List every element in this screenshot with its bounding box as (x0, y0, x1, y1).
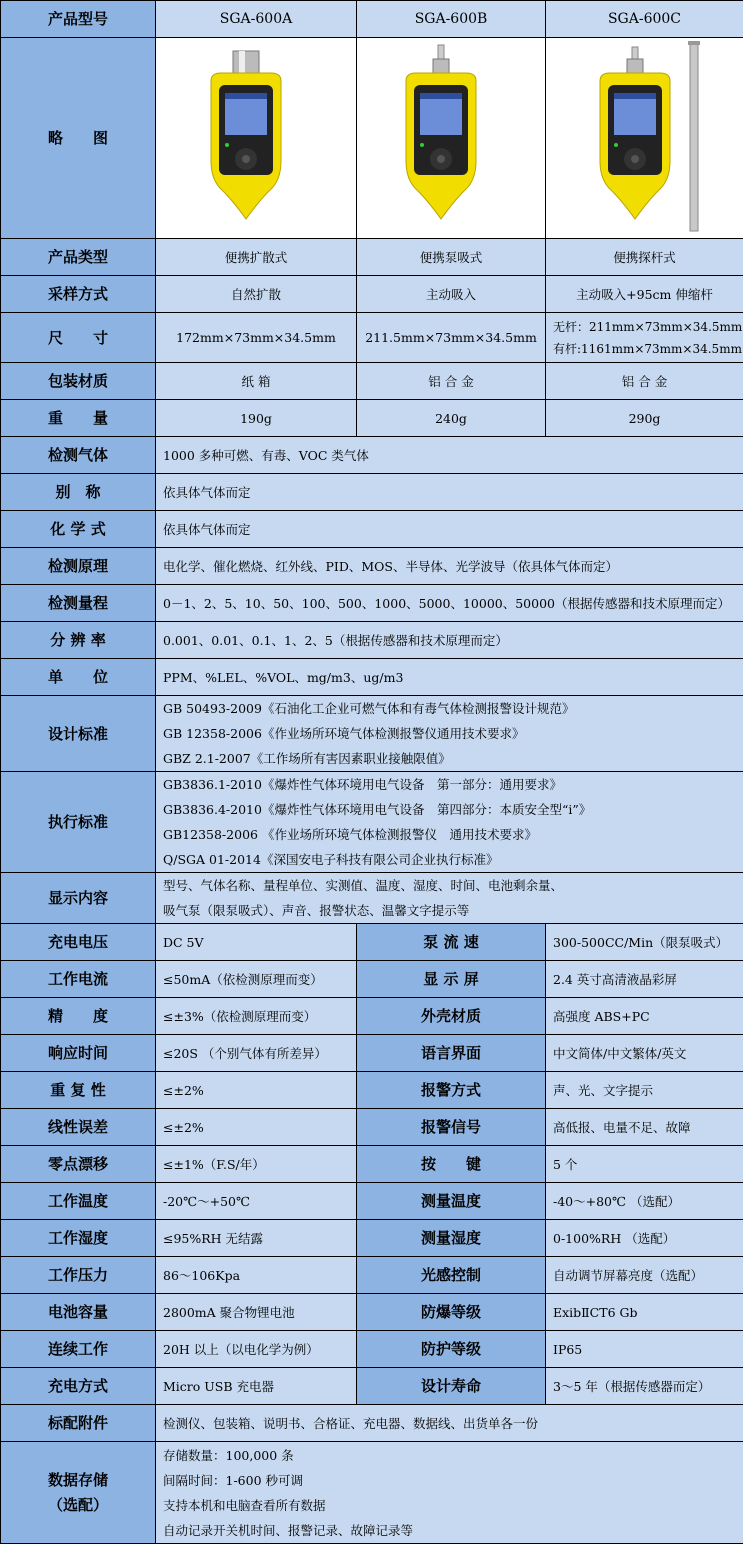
spec-value: 声、光、文字提示 (546, 1072, 743, 1109)
header-label: 产品型号 (1, 1, 156, 38)
spec-label: 精 度 (1, 998, 156, 1035)
spec-label: 别 称 (1, 474, 156, 511)
device-illustration (570, 41, 720, 236)
text-line: 有杆:1161mm×73mm×34.5mm (553, 338, 743, 360)
spec-value: ≤±1%（F.S/年） (156, 1146, 357, 1183)
spec-row (1, 239, 743, 276)
spec-row (1, 873, 743, 924)
spec-label: 光感控制 (357, 1257, 546, 1294)
spec-label: 测量湿度 (357, 1220, 546, 1257)
spec-label: 单 位 (1, 659, 156, 696)
spec-value: 0-100%RH （选配） (546, 1220, 743, 1257)
spec-value: 主动吸入+95cm 伸缩杆 (546, 276, 743, 313)
spec-label: 重 量 (1, 400, 156, 437)
spec-row (1, 1405, 743, 1442)
spec-row (1, 1442, 743, 1544)
spec-value: 2800mA 聚合物锂电池 (156, 1294, 357, 1331)
spec-value (156, 622, 743, 659)
spec-label: 显示内容 (1, 873, 156, 924)
spec-label: 工作湿度 (1, 1220, 156, 1257)
spec-value: ≤95%RH 无结露 (156, 1220, 357, 1257)
spec-label: 防护等级 (357, 1331, 546, 1368)
spec-row (1, 400, 743, 437)
spec-row (1, 474, 743, 511)
spec-row (1, 1220, 743, 1257)
spec-label: 按 键 (357, 1146, 546, 1183)
text-line: 吸气泵（限泵吸式）、声音、报警状态、温馨文字提示等 (163, 898, 743, 923)
spec-label: 重 复 性 (1, 1072, 156, 1109)
text-line: GB 12358-2006《作业场所环境气体检测报警仪通用技术要求》 (163, 721, 743, 746)
spec-label: 设计标准 (1, 696, 156, 772)
image-row (1, 38, 743, 239)
spec-row (1, 1257, 743, 1294)
label-line: （选配） (1, 1493, 155, 1518)
spec-value (156, 873, 743, 924)
text-line: 无杆：211mm×73mm×34.5mm (553, 316, 743, 338)
label-line: 标配附件 (1, 1411, 155, 1436)
text-line: PPM、%LEL、%VOL、mg/m3、ug/m3 (163, 665, 743, 690)
text-line: 1000 多种可燃、有毒、VOC 类气体 (163, 443, 743, 468)
spec-label: 充电电压 (1, 924, 156, 961)
spec-label: 产品类型 (1, 239, 156, 276)
spec-value: ≤20S （个别气体有所差异） (156, 1035, 357, 1072)
product-image (546, 38, 743, 239)
model-name: SGA-600B (357, 1, 546, 38)
spec-row (1, 961, 743, 998)
spec-label: 包装材质 (1, 363, 156, 400)
spec-value (156, 1405, 743, 1442)
text-line: 0－1、2、5、10、50、100、500、1000、5000、10000、50000（根据传感器和技术原理而定） (163, 591, 743, 616)
spec-row (1, 585, 743, 622)
spec-value: DC 5V (156, 924, 357, 961)
text-line: 依具体气体而定 (163, 517, 743, 542)
text-line: 自动记录开关机时间、报警记录、故障记录等 (163, 1518, 743, 1543)
spec-value: 20H 以上（以电化学为例） (156, 1331, 357, 1368)
text-line: 检测仪、包装箱、说明书、合格证、充电器、数据线、出货单各一份 (163, 1411, 743, 1436)
spec-row (1, 1294, 743, 1331)
text-line: Q/SGA 01-2014《深国安电子科技有限公司企业执行标准》 (163, 847, 743, 872)
product-image (357, 38, 546, 239)
spec-row (1, 998, 743, 1035)
spec-label: 工作温度 (1, 1183, 156, 1220)
spec-label (1, 1405, 156, 1442)
model-name: SGA-600A (156, 1, 357, 38)
text-line: GB 50493-2009《石油化工企业可燃气体和有毒气体检测报警设计规范》 (163, 696, 743, 721)
device-illustration (181, 41, 331, 236)
spec-label: 充电方式 (1, 1368, 156, 1405)
spec-row (1, 276, 743, 313)
spec-label: 零点漂移 (1, 1146, 156, 1183)
text-line: 电化学、催化燃烧、红外线、PID、MOS、半导体、光学波导（依具体气体而定） (163, 554, 743, 579)
spec-value: ≤±2% (156, 1072, 357, 1109)
spec-value: 2.4 英寸高清液晶彩屏 (546, 961, 743, 998)
spec-row (1, 313, 743, 363)
spec-value: 纸 箱 (156, 363, 357, 400)
spec-value: Micro USB 充电器 (156, 1368, 357, 1405)
label-line: 数据存储 (1, 1468, 155, 1493)
spec-value: 高低报、电量不足、故障 (546, 1109, 743, 1146)
spec-label: 设计寿命 (357, 1368, 546, 1405)
spec-value: 3～5 年（根据传感器而定） (546, 1368, 743, 1405)
spec-label: 分 辨 率 (1, 622, 156, 659)
spec-value: 190g (156, 400, 357, 437)
spec-value: 300-500CC/Min（限泵吸式） (546, 924, 743, 961)
spec-row (1, 1331, 743, 1368)
spec-value (156, 437, 743, 474)
spec-value: 高强度 ABS+PC (546, 998, 743, 1035)
spec-label: 工作压力 (1, 1257, 156, 1294)
spec-label: 尺 寸 (1, 313, 156, 363)
spec-row (1, 363, 743, 400)
device-illustration (376, 41, 526, 236)
spec-row (1, 622, 743, 659)
spec-value: 便携扩散式 (156, 239, 357, 276)
spec-label: 外壳材质 (357, 998, 546, 1035)
spec-value: -40～+80℃ （选配） (546, 1183, 743, 1220)
spec-row (1, 511, 743, 548)
spec-value (156, 696, 743, 772)
spec-row (1, 548, 743, 585)
spec-row (1, 1035, 743, 1072)
spec-label: 线性误差 (1, 1109, 156, 1146)
spec-value: 240g (357, 400, 546, 437)
spec-value: 铝 合 金 (546, 363, 743, 400)
spec-label: 报警信号 (357, 1109, 546, 1146)
spec-row (1, 437, 743, 474)
spec-row (1, 1109, 743, 1146)
spec-label: 测量温度 (357, 1183, 546, 1220)
spec-label: 响应时间 (1, 1035, 156, 1072)
product-image (156, 38, 357, 239)
text-line: GB3836.4-2010《爆炸性气体环境用电气设备 第四部分：本质安全型“i”》 (163, 797, 743, 822)
spec-label: 防爆等级 (357, 1294, 546, 1331)
spec-value: 铝 合 金 (357, 363, 546, 400)
spec-value: 便携探杆式 (546, 239, 743, 276)
spec-label: 电池容量 (1, 1294, 156, 1331)
header-row (1, 1, 743, 38)
spec-value: 中文简体/中文繁体/英文 (546, 1035, 743, 1072)
spec-value: 5 个 (546, 1146, 743, 1183)
spec-label: 执行标准 (1, 772, 156, 873)
spec-label: 报警方式 (357, 1072, 546, 1109)
spec-value (156, 474, 743, 511)
spec-value: 自动调节屏幕亮度（选配） (546, 1257, 743, 1294)
spec-value: 便携泵吸式 (357, 239, 546, 276)
spec-label (1, 1442, 156, 1544)
spec-value (156, 659, 743, 696)
spec-label: 连续工作 (1, 1331, 156, 1368)
spec-label: 检测原理 (1, 548, 156, 585)
text-line: 支持本机和电脑查看所有数据 (163, 1493, 743, 1518)
spec-label: 检测气体 (1, 437, 156, 474)
spec-value: IP65 (546, 1331, 743, 1368)
spec-label: 检测量程 (1, 585, 156, 622)
spec-value (156, 548, 743, 585)
spec-value: ExibⅡCT6 Gb (546, 1294, 743, 1331)
spec-value (546, 313, 743, 363)
spec-value: ≤±2% (156, 1109, 357, 1146)
spec-value (156, 1442, 743, 1544)
spec-label: 工作电流 (1, 961, 156, 998)
spec-row (1, 1072, 743, 1109)
text-line: 间隔时间：1-600 秒可调 (163, 1468, 743, 1493)
spec-label: 语言界面 (357, 1035, 546, 1072)
spec-row (1, 1183, 743, 1220)
spec-value: ≤±3%（依检测原理而变） (156, 998, 357, 1035)
text-line: GB3836.1-2010《爆炸性气体环境用电气设备 第一部分：通用要求》 (163, 772, 743, 797)
spec-value: 211.5mm×73mm×34.5mm (357, 313, 546, 363)
spec-row (1, 772, 743, 873)
image-row-label: 略 图 (1, 38, 156, 239)
spec-value: 290g (546, 400, 743, 437)
text-line: GB12358-2006 《作业场所环境气体检测报警仪 通用技术要求》 (163, 822, 743, 847)
spec-value: 172mm×73mm×34.5mm (156, 313, 357, 363)
text-line: 型号、气体名称、量程单位、实测值、温度、湿度、时间、电池剩余量、 (163, 873, 743, 898)
spec-label: 采样方式 (1, 276, 156, 313)
spec-row (1, 924, 743, 961)
spec-value (156, 511, 743, 548)
spec-label: 显 示 屏 (357, 961, 546, 998)
model-name: SGA-600C (546, 1, 743, 38)
spec-value (156, 772, 743, 873)
spec-row (1, 659, 743, 696)
spec-label: 化 学 式 (1, 511, 156, 548)
spec-row (1, 696, 743, 772)
text-line: 0.001、0.01、0.1、1、2、5（根据传感器和技术原理而定） (163, 628, 743, 653)
spec-label: 泵 流 速 (357, 924, 546, 961)
text-line: 依具体气体而定 (163, 480, 743, 505)
spec-value: -20℃～+50℃ (156, 1183, 357, 1220)
spec-value: 自然扩散 (156, 276, 357, 313)
text-line: 存储数量：100,000 条 (163, 1443, 743, 1468)
spec-row (1, 1146, 743, 1183)
spec-value: 86～106Kpa (156, 1257, 357, 1294)
spec-value: ≤50mA（依检测原理而变） (156, 961, 357, 998)
text-line: GBZ 2.1-2007《工作场所有害因素职业接触限值》 (163, 746, 743, 771)
spec-value (156, 585, 743, 622)
spec-value: 主动吸入 (357, 276, 546, 313)
spec-row (1, 1368, 743, 1405)
